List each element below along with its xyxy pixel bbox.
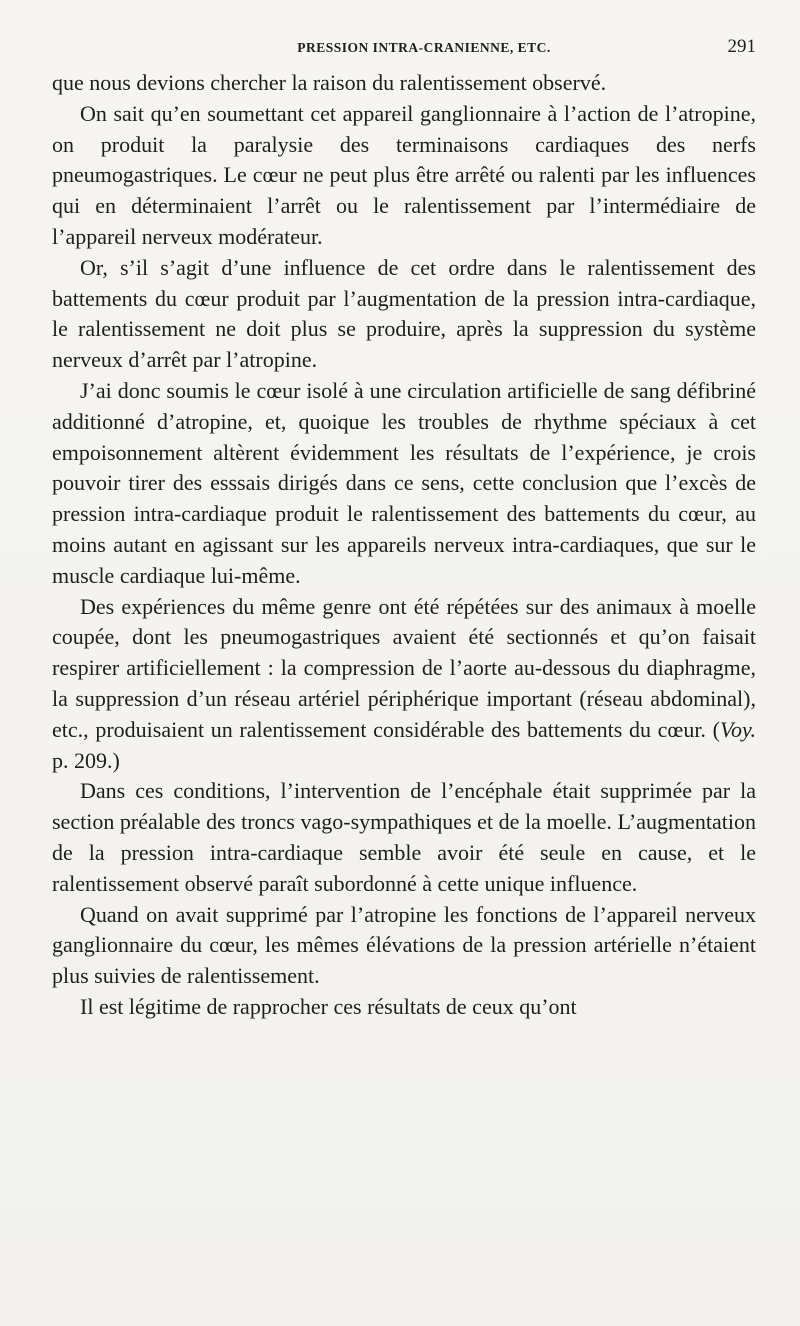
paragraph: Quand on avait supprimé par l’atropine les fonctions de l’appareil nerveux ganglionnaire du cœur, les mêmes élévations de la pression artérielle n’étaient plus suivies de ralentissement. bbox=[52, 901, 756, 989]
paragraph-text: p. 209.) bbox=[52, 747, 120, 773]
paragraph: Or, s’il s’agit d’une influence de cet ordre dans le ralentissement des battements du cœur produit par l’augmentation de la pression intra-cardiaque, le ralentissement ne doit plus se produire, après la suppression du système nerveux d’arrêt par l’atropine. bbox=[52, 254, 756, 373]
body-text bbox=[52, 68, 756, 1023]
paragraph: Il est légitime de rapprocher ces résultats de ceux qu’ont bbox=[80, 993, 577, 1019]
paragraph-with-reference bbox=[52, 592, 756, 777]
paragraph: J’ai donc soumis le cœur isolé à une circulation artificielle de sang défibriné additionné d’atropine, et, quoique les troubles de rhythme spéciaux à cet empoisonnement altèrent évidemment les résultats de l’expérience, je crois pouvoir tirer des esssais dirigés dans ce sens, cette conclusion que l’excès de pression intra-cardiaque produit le ralentissement des battements du cœur, au moins autant en agissant sur les appareils nerveux intra-cardiaques, que sur le muscle cardiaque lui-même. bbox=[52, 377, 756, 588]
paragraph: Dans ces conditions, l’intervention de l’encéphale était supprimée par la section préalable des troncs vago-sympathiques et de la moelle. L’augmentation de la pression intra-cardiaque semble avoir été seule en cause, et le ralentissement observé paraît subordonné à cette unique influence. bbox=[52, 778, 756, 896]
paragraph-text: Des expériences du même genre ont été répétées sur des animaux à moelle coupée, dont les pneumogastriques avaient été sectionnés et qu’on faisait respirer artificiellement : la compression de l’aorte au-dessous du diaphragme, la suppression d’un réseau artériel périphérique important (réseau abdominal), etc., produisaient un ralentissement considérable des battements du cœur. ( bbox=[52, 593, 756, 742]
paragraph: On sait qu’en soumettant cet appareil ganglionnaire à l’action de l’atropine, on produit la paralysie des terminaisons cardiaques des nerfs pneumogastriques. Le cœur ne peut plus être arrêté ou ralenti par les influences qui en déterminaient l’arrêt ou le ralentissement par l’intermédiaire de l’appareil nerveux modérateur. bbox=[52, 100, 756, 249]
reference-italic: Voy. bbox=[719, 716, 756, 742]
paragraph-continued: que nous devions chercher la raison du ralentissement observé. bbox=[52, 70, 607, 95]
running-header bbox=[52, 36, 756, 60]
running-title: PRESSION INTRA-CRANIENNE, ETC. bbox=[297, 40, 551, 55]
page-number: 291 bbox=[727, 36, 756, 57]
